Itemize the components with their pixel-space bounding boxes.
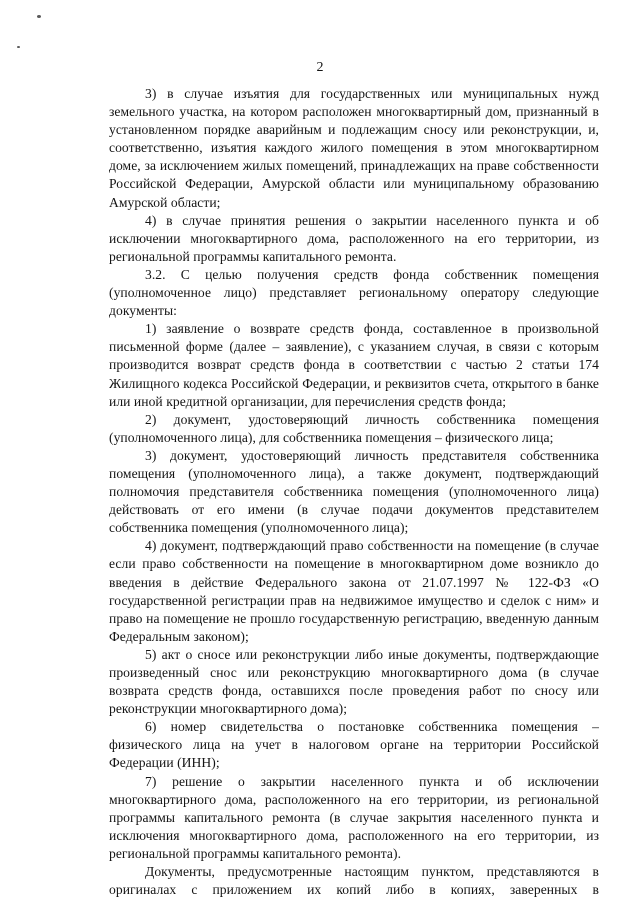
scan-speck (37, 15, 41, 18)
paragraph-doc-1: 1) заявление о возврате средств фонда, составленное в произвольной письменной форме (далее – заявление), с указанием случая, в связи с которым производится возврат средств фонда в соответствии с частью 2 статьи 174 Жилищного кодекса Российской Федерации, и реквизитов счета, открытого в банке или иной кредитной организации, для перечисления средств фонда; (109, 321, 599, 409)
paragraph-doc-7: 7) решение о закрытии населенного пункта и об исключении многоквартирного дома, расположенного на его территории, из региональной программы капитального ремонта (в случае закрытия населенного пункта и исключения многоквартирного дома, расположенного на его территории, из региональной программы капитального ремонта). (109, 773, 599, 861)
paragraph-clause-3-2: 3.2. С целью получения средств фонда собственник помещения (уполномоченное лицо) представляет региональному оператору следующие документы: (109, 266, 599, 319)
paragraph-documents-note: Документы, предусмотренные настоящим пунктом, представляются в оригиналах с приложением их копий либо в копиях, заверенных в (109, 864, 599, 898)
paragraph-doc-4: 4) документ, подтверждающий право собственности на помещение (в случае если право собственности на помещение в многоквартирном доме возникло до введения в действие Федерального закона от 21.07.1997 № 122-ФЗ «О государственной регистрации прав на недвижимое имущество и сделок с ним» и право на помещение не прошло государственную регистрацию, введенную данным Федеральным законом); (109, 538, 599, 644)
document-text (109, 85, 599, 899)
paragraph-item-3: 3) в случае изъятия для государственных или муниципальных нужд земельного участка, на котором расположен многоквартирный дом, признанный в установленном порядке аварийным и подлежащим сносу или реконструкции, и, соответственно, изъятия каждого жилого помещения в этом многоквартирном доме, за исключением жилых помещений, принадлежащих на праве собственности Российской Федерации, Амурской области или муниципальному образованию Амурской области; (109, 86, 599, 210)
page-number: 2 (316, 60, 324, 75)
paragraph-doc-5: 5) акт о сносе или реконструкции либо иные документы, подтверждающие произведенный снос или реконструкцию многоквартирного дома (в случае возврата средств фонда, оставшихся после проведения работ по сносу или реконструкции многоквартирного дома); (109, 646, 599, 717)
scan-speck (17, 46, 20, 48)
paragraph-doc-6: 6) номер свидетельства о постановке собственника помещения – физического лица на учет в налоговом органе на территории Российской Федерации (ИНН); (109, 719, 599, 771)
paragraph-doc-3: 3) документ, удостоверяющий личность представителя собственника помещения (уполномоченного лица), а также документ, подтверждающий полномочия представителя собственника помещения (уполномоченного лица) действовать от его имени (в случае подачи документов представителем собственника помещения (уполномоченного лица); (109, 447, 599, 536)
paragraph-item-4: 4) в случае принятия решения о закрытии населенного пункта и об исключении многоквартирного дома, расположенного на его территории, из региональной программы капитального ремонта. (109, 212, 599, 264)
paragraph-doc-2: 2) документ, удостоверяющий личность собственника помещения (уполномоченного лица), для собственника помещения – физического лица; (109, 411, 599, 445)
